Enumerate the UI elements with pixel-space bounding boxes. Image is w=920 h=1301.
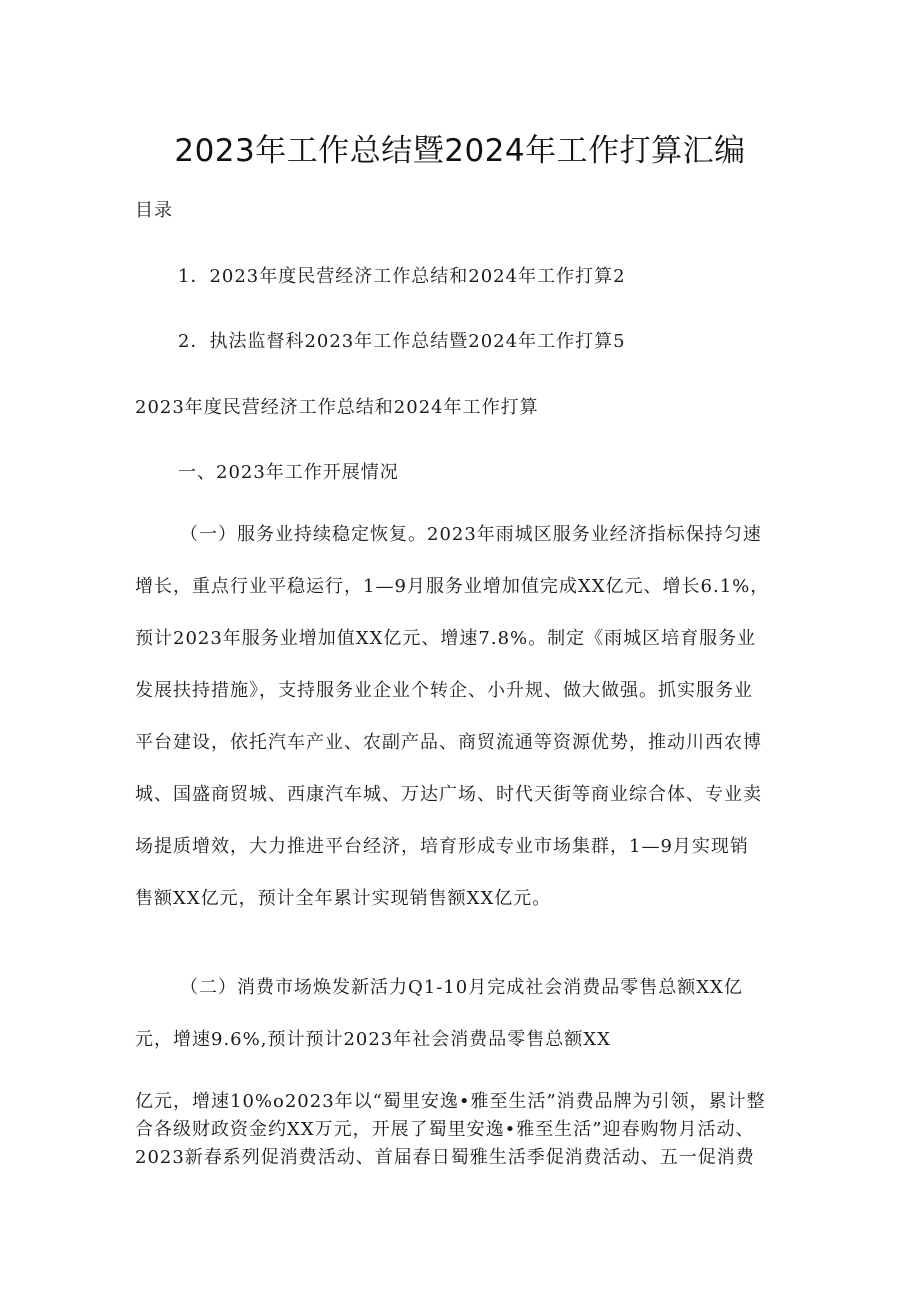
paragraph-line: 场提质增效，大力推进平台经济，培育形成专业市场集群，1—9月实现销	[135, 836, 749, 857]
paragraph-line: 平台建设，依托汽车产业、农副产品、商贸流通等资源优势，推动川西农博	[135, 732, 762, 753]
toc-item-2[interactable]: 2．执法监督科2023年工作总结暨2024年工作打算5	[178, 331, 626, 352]
paragraph-consumer-market	[135, 962, 795, 1066]
document-title: 2023年工作总结暨2024年工作打算汇编	[174, 133, 746, 169]
paragraph-consumer-brand	[135, 1088, 795, 1172]
paragraph-line: （一）服务业持续稳定恢复。2023年雨城区服务业经济指标保持匀速	[180, 524, 762, 545]
paragraph-service-industry	[135, 509, 795, 925]
section-title: 2023年度民营经济工作总结和2024年工作打算	[135, 397, 539, 418]
paragraph-line: （二）消费市场焕发新活力Q1-10月完成社会消费品零售总额XX亿	[180, 977, 743, 998]
paragraph-line: 元，增速9.6%,预计预计2023年社会消费品零售总额XX	[135, 1029, 611, 1050]
paragraph-line: 合各级财政资金约XX万元，开展了蜀里安逸•雅至生活”迎春购物月活动、	[135, 1119, 755, 1140]
paragraph-line: 增长，重点行业平稳运行，1—9月服务业增加值完成XX亿元、增长6.1%，	[135, 576, 770, 597]
paragraph-line: 售额XX亿元，预计全年累计实现销售额XX亿元。	[135, 888, 552, 909]
paragraph-line: 预计2023年服务业增加值XX亿元、增速7.8%。制定《雨城区培育服务业	[135, 628, 757, 649]
paragraph-line: 发展扶持措施》，支持服务业企业个转企、小升规、做大做强。抓实服务业	[135, 680, 753, 701]
toc-item-1[interactable]: 1．2023年度民营经济工作总结和2024年工作打算2	[178, 266, 626, 287]
section-heading-1: 一、2023年工作开展情况	[178, 462, 399, 483]
toc-label: 目录	[135, 200, 173, 221]
paragraph-line: 亿元，增速10%o2023年以“蜀里安逸•雅至生活”消费品牌为引领，累计整	[135, 1091, 766, 1112]
paragraph-line: 2023新春系列促消费活动、首届春日蜀雅生活季促消费活动、五一促消费	[135, 1147, 755, 1168]
paragraph-line: 城、国盛商贸城、西康汽车城、万达广场、时代天街等商业综合体、专业卖	[135, 784, 762, 805]
